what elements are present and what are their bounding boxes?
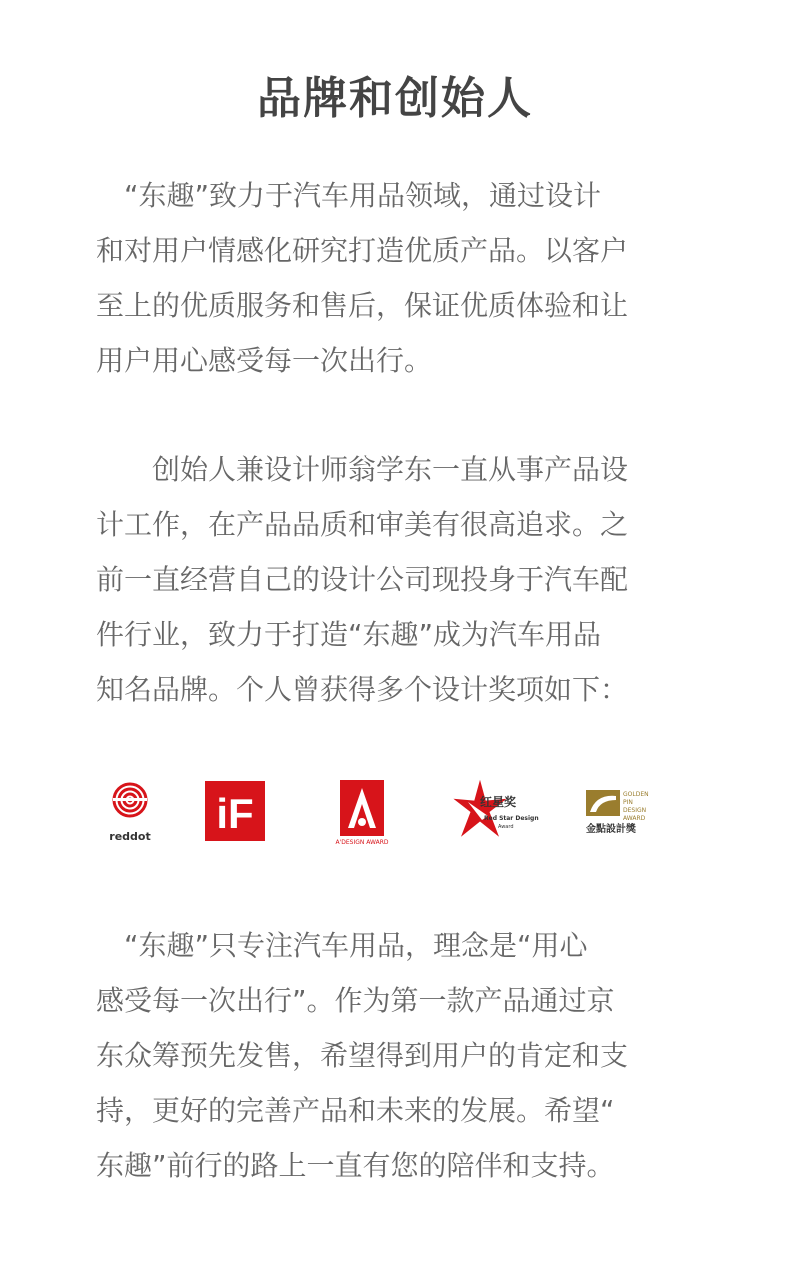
paragraph-line: 计工作，在产品品质和审美有很高追求。之	[96, 508, 629, 541]
if-award-logo	[205, 772, 267, 852]
brand-intro-paragraph	[96, 168, 696, 388]
adesign-wordmark: A'DESIGN AWARD	[335, 839, 389, 846]
if-wordmark: iF	[216, 790, 254, 837]
paragraph-line: “东趣”只专注汽车用品，理念是“用心	[96, 929, 588, 962]
philosophy-paragraph	[96, 918, 696, 1193]
reddot-award-logo	[103, 772, 159, 852]
paragraph-line: 创始人兼设计师翁学东一直从事产品设	[96, 453, 629, 486]
goldenpin-text-1: GOLDEN	[623, 791, 649, 798]
paragraph-line: 知名品牌。个人曾获得多个设计奖项如下：	[96, 673, 629, 706]
redstar-award-logo	[448, 772, 539, 852]
redstar-en-wordmark: Red Star Design	[484, 815, 539, 822]
paragraph-line: 东众筹预先发售，希望得到用户的肯定和支	[96, 1039, 629, 1072]
founder-paragraph	[96, 442, 696, 717]
goldenpin-text-4: AWARD	[623, 815, 646, 822]
paragraph-line: 和对用户情感化研究打造优质产品。以客户	[96, 234, 629, 267]
paragraph-line: 感受每一次出行”。作为第一款产品通过京	[96, 984, 615, 1017]
paragraph-line: 至上的优质服务和售后，保证优质体验和让	[96, 289, 629, 322]
goldenpin-cn-wordmark: 金點設計獎	[586, 824, 636, 835]
goldenpin-award-logo	[582, 772, 664, 852]
award-logos-row	[0, 772, 790, 852]
redstar-en-wordmark-award: Award	[498, 824, 514, 830]
goldenpin-text-2: PIN	[623, 799, 633, 806]
paragraph-line: 东趣”前行的路上一直有您的陪伴和支持。	[96, 1149, 615, 1182]
page-title: 品牌和创始人	[257, 73, 533, 124]
paragraph-line: 用户用心感受每一次出行。	[96, 344, 433, 377]
goldenpin-text-3: DESIGN	[623, 807, 647, 814]
adesign-award-logo	[336, 772, 388, 852]
paragraph-line: “东趣”致力于汽车用品领域，通过设计	[96, 179, 602, 212]
redstar-cn-wordmark: 红星奖	[480, 795, 517, 809]
paragraph-line: 持，更好的完善产品和未来的发展。希望“	[96, 1094, 615, 1127]
reddot-wordmark: reddot	[109, 830, 151, 843]
paragraph-line: 件行业，致力于打造“东趣”成为汽车用品	[96, 618, 602, 651]
paragraph-line: 前一直经营自己的设计公司现投身于汽车配	[96, 563, 629, 596]
